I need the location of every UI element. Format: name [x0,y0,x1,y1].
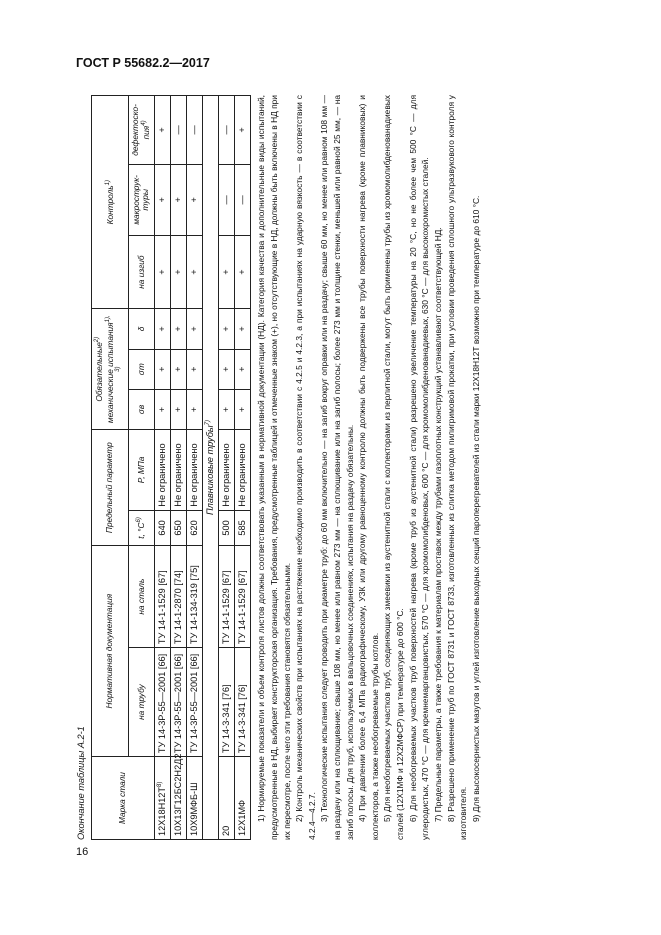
cell-p: Не ограничено [235,430,251,511]
cell-defect: + [154,96,170,165]
cell-delta: + [235,309,251,349]
cell-pipe: ТУ 14-3-341 [76] [235,648,251,757]
col-macro: макрострук-туры [129,164,155,235]
cell-defect: — [187,96,203,165]
table-row [170,96,186,840]
footnote: 9) Для высокосернистых мазутов и углей изготовление выходных секций пароперегревателей из стали марки 12Х18Н12Т возможно при температуре до 610 °С. [470,195,481,822]
cell-macro: — [235,164,251,235]
col-nd-pipe: на трубу [129,648,155,757]
cell-grade: 20 [219,757,235,840]
cell-macro: + [154,164,170,235]
cell-steel: ТУ 14-1-1529 [67] [219,546,235,648]
col-defect: дефектоско-пия$^{4)}$ [129,96,155,165]
cell-t: 640 [154,510,170,546]
col-bend: на изгиб [129,235,155,308]
cell-sigma-t: + [154,349,170,389]
table-row [154,96,170,840]
cell-bend: + [187,235,203,308]
footnote: 8) Разрешено применение труб по ГОСТ 8731 и ГОСТ 8733, изготовленных из слитка методом пилигримовой прокатки, при условии проведения сплошного ультразвукового контроля у изготовителя. [445,95,469,840]
cell-steel: ТУ 14-1-1529 [67] [235,546,251,648]
cell-defect: — [219,96,235,165]
section-title: Плавниковые трубы$^{7)}$ [203,96,219,840]
cell-sigma-t: + [187,349,203,389]
col-delta: δ [129,309,155,349]
cell-macro: + [170,164,186,235]
col-control-group: Контроль$^{1)}$ [92,96,129,309]
footnotes [255,95,482,840]
cell-grade: $12Х18Н12Т^{8)}$ [154,757,170,840]
cell-defect: — [170,96,186,165]
section-row [203,96,219,840]
footnote: 7) Предельные параметры, а также требования к материалам проставок между трубами газоплотных конструкций устанавливают соответствующей НД. [432,227,443,822]
cell-t: 650 [170,510,186,546]
cell-sigma-t: + [219,349,235,389]
steel-table [91,95,251,840]
cell-bend: + [235,235,251,308]
cell-pipe: ТУ 14-3Р-55—2001 [66] [187,648,203,757]
cell-steel: ТУ 14-1-2870 [74] [170,546,186,648]
footnote: 1) Нормируемые показатели и объем контроля листов должны соответствовать указанным в нормативной документации (НД). Категория качества и дополнительные виды испытаний, предусмотренные в НД, выбирает конструкторская организация. Требования, предусмотренные таблицей и отмеченные знаком (+), но отсутствующие в НД, должны быть включены в НД при их пересмотре, после чего эти требования становятся обязательными. [256,95,292,840]
cell-defect: + [235,96,251,165]
footnote: 4) При давлении более 6,4 МПа радиографическому, УЗК или другому равноценному контролю должны быть подвержены все трубы поверхности нагрева (кроме плавниковых) и коллекторов, а также необогреваемые трубы котлов. [357,95,380,840]
footnote: 6) Для необогреваемых участков труб поверхностей нагрева (кроме труб из аустенитной стали) разрешено увеличение температуры на 20 °С, но не более чем 500 °С — для углеродистых, 470 °С — для кремнемарганцовистых, 570 °С — для хромомолибденовых, 600 °С — для хромомолибденованадиевых, 630 °С — для высокохромистых сталей. [407,95,431,840]
cell-steel: ТУ 14-1-1529 [67] [154,546,170,648]
col-sigma-v: σв [129,389,155,429]
cell-grade: 10Х13Г12БС2Н2Д2 [170,757,186,840]
cell-p: Не ограничено [154,430,170,511]
cell-p: Не ограничено [219,430,235,511]
cell-grade: 10Х9МФБ-Ш [187,757,203,840]
cell-p: Не ограничено [170,430,186,511]
footnote: 3) Технологические испытания следует проводить при диаметре труб: до 60 мм включительно — на загиб вокруг оправки или на раздачу; свыше 60 мм, но менее или равном 108 мм — на раздачу или на сплющивание; свыше 108 мм, но менее или равном 273 мм — на сплющивание или на загиб полосы; более 273 мм и толщине стенки, меньшей или равной 25 мм, — на загиб полосы. Для труб, используемых в вальцовочных соединениях, испытания на раздачу обязательны. [319,95,355,840]
col-mech-group: Обязательные$^{2)}$ механические испытания$^{1), 3)}$ [92,309,129,430]
cell-delta: + [187,309,203,349]
cell-sigma-t: + [170,349,186,389]
cell-sigma-v: + [154,389,170,429]
cell-grade: 12Х1МФ [235,757,251,840]
cell-bend: + [170,235,186,308]
page-number: 16 [76,846,89,858]
page-header: ГОСТ Р 55682.2—2017 [76,56,210,70]
cell-macro: — [219,164,235,235]
rotated-content [76,95,588,840]
table-row [219,96,235,840]
cell-steel: ТУ 14-134-319 [75] [187,546,203,648]
cell-t: 620 [187,510,203,546]
cell-pipe: ТУ 14-3Р-55—2001 [66] [154,648,170,757]
cell-macro: + [187,164,203,235]
table-caption: Окончание таблицы А.2-1 [76,726,86,840]
cell-sigma-v: + [219,389,235,429]
cell-delta: + [154,309,170,349]
header-row-1 [92,96,129,840]
cell-sigma-v: + [187,389,203,429]
cell-bend: + [219,235,235,308]
footnote: 2) Контроль механических свойств при испытаниях на растяжение необходимо производить в соответствии с 4.2.5 и 4.2.3, а при испытаниях на ударную вязкость — в соответствии с 4.2.4—4.2.7. [294,95,317,840]
cell-sigma-v: + [235,389,251,429]
cell-pipe: ТУ 14-3-341 [76] [219,648,235,757]
cell-bend: + [154,235,170,308]
col-nd-steel: на сталь [129,546,155,648]
cell-sigma-t: + [235,349,251,389]
cell-delta: + [170,309,186,349]
cell-p: Не ограничено [187,430,203,511]
cell-delta: + [219,309,235,349]
col-nd-group: Нормативная документация [92,546,129,757]
col-grade: Марка стали [92,757,155,840]
col-sigma-t: σт [129,349,155,389]
table-row [235,96,251,840]
cell-t: 585 [235,510,251,546]
table-row [187,96,203,840]
col-limit-group: Предельный параметр [92,430,129,546]
col-limit-p: P, МПа [129,430,155,511]
col-limit-t: t, $^\circ C^{6)}$ [129,510,155,546]
header-row-2 [129,96,155,840]
cell-sigma-v: + [170,389,186,429]
footnote: 5) Для необогреваемых участков труб, соединяющих змеевики из аустенитной стали с коллекторами из перлитной стали, могут быть применены трубы из хромомолибденованадиевых сталей (12Х1МФ и 12Х2МФСР) при температуре до 600 °С. [382,95,406,840]
cell-t: 500 [219,510,235,546]
cell-pipe: ТУ 14-3Р-55—2001 [66] [170,648,186,757]
